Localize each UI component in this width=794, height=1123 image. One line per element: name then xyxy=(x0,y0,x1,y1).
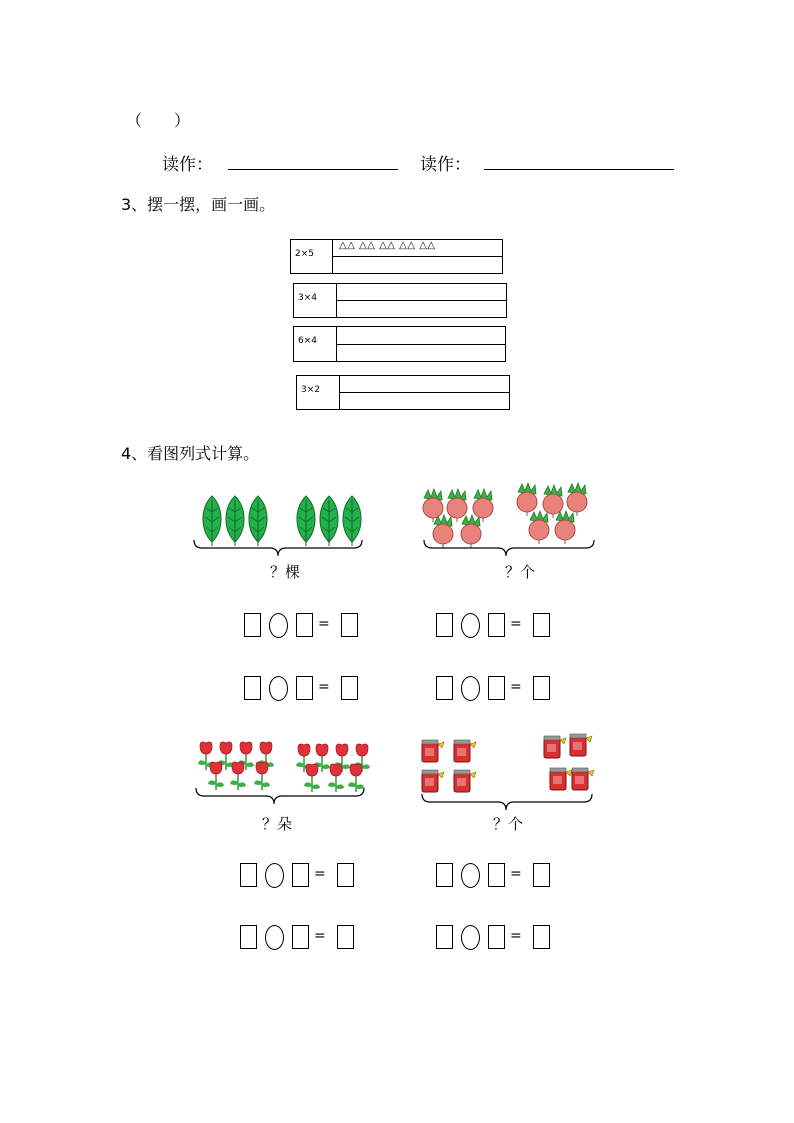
leaf-picture xyxy=(190,490,370,562)
radish-picture xyxy=(418,480,598,562)
answer-box[interactable] xyxy=(240,863,257,887)
answer-box[interactable] xyxy=(244,613,261,637)
jar-icon xyxy=(570,734,592,756)
equation-row xyxy=(436,676,556,700)
radish-icon xyxy=(433,515,453,548)
answer-box[interactable] xyxy=(436,925,453,949)
answer-box[interactable] xyxy=(436,863,453,887)
read-label-right: 读作： xyxy=(420,155,471,175)
radish-icon xyxy=(423,489,443,522)
jar-icon xyxy=(544,736,566,758)
section4-title: 4、看图列式计算。 xyxy=(121,444,260,463)
equation-row xyxy=(244,613,364,637)
flower-caption: ？朵 xyxy=(262,815,293,833)
leaf-icon xyxy=(226,496,244,546)
radish-icon xyxy=(517,483,537,516)
section3-title: 3、摆一摆，画一画。 xyxy=(121,195,276,214)
radish-icon xyxy=(461,515,481,548)
answer-box[interactable] xyxy=(337,863,354,887)
operator-circle[interactable] xyxy=(461,925,480,950)
array-row-3x2 xyxy=(296,375,510,410)
flower-icon xyxy=(230,762,246,790)
radish-icon xyxy=(473,489,493,522)
answer-box[interactable] xyxy=(488,613,505,637)
answer-box[interactable] xyxy=(436,613,453,637)
array-row-3x4 xyxy=(293,283,507,318)
flower-icon xyxy=(254,762,270,790)
jar-icon xyxy=(572,768,594,790)
flower-picture xyxy=(190,738,370,808)
equals-sign: = xyxy=(314,866,326,882)
answer-box[interactable] xyxy=(533,925,550,949)
radish-icon xyxy=(555,511,575,544)
leaf-icon xyxy=(297,496,315,546)
answer-box[interactable] xyxy=(240,925,257,949)
operator-circle[interactable] xyxy=(461,613,480,638)
read-answer-line-left[interactable] xyxy=(228,169,398,170)
array-row-2x5 xyxy=(290,239,503,274)
equals-sign: = xyxy=(510,928,522,944)
leaf-icon xyxy=(343,496,361,546)
equation-row xyxy=(244,676,364,700)
flower-icon xyxy=(304,764,320,792)
jar-picture xyxy=(416,730,598,812)
equation-row xyxy=(240,925,360,949)
array-row-6x4 xyxy=(293,326,506,362)
equals-sign: = xyxy=(314,928,326,944)
leaf-caption: ？棵 xyxy=(270,563,301,581)
answer-box[interactable] xyxy=(292,925,309,949)
answer-box[interactable] xyxy=(244,676,261,700)
answer-box[interactable] xyxy=(292,863,309,887)
operator-circle[interactable] xyxy=(269,676,288,701)
answer-box[interactable] xyxy=(337,925,354,949)
jar-icon xyxy=(454,770,476,792)
answer-box[interactable] xyxy=(533,863,550,887)
read-answer-line-right[interactable] xyxy=(484,169,674,170)
answer-box[interactable] xyxy=(341,676,358,700)
answer-box[interactable] xyxy=(488,676,505,700)
answer-box[interactable] xyxy=(296,676,313,700)
equation-row xyxy=(436,613,556,637)
equation-row xyxy=(240,863,360,887)
operator-circle[interactable] xyxy=(265,925,284,950)
leaf-icon xyxy=(203,496,221,546)
jar-icon xyxy=(422,740,444,762)
leaf-icon xyxy=(249,496,267,546)
read-label-left: 读作： xyxy=(162,155,213,175)
radish-caption: ？个 xyxy=(505,563,536,581)
answer-box[interactable] xyxy=(296,613,313,637)
radish-icon xyxy=(529,511,549,544)
radish-icon xyxy=(567,483,587,516)
flower-icon xyxy=(328,764,344,792)
answer-box[interactable] xyxy=(341,613,358,637)
answer-box[interactable] xyxy=(488,863,505,887)
jar-icon xyxy=(422,770,444,792)
equals-sign: = xyxy=(510,866,522,882)
row-label: 3×4 xyxy=(298,293,317,303)
row-label: 6×4 xyxy=(298,336,317,346)
answer-box[interactable] xyxy=(488,925,505,949)
equals-sign: = xyxy=(318,679,330,695)
flower-icon xyxy=(348,764,364,792)
operator-circle[interactable] xyxy=(461,863,480,888)
flower-icon xyxy=(208,762,224,790)
answer-box[interactable] xyxy=(533,676,550,700)
operator-circle[interactable] xyxy=(269,613,288,638)
operator-circle[interactable] xyxy=(461,676,480,701)
blank-parens: （ ） xyxy=(126,111,191,130)
row-label: 2×5 xyxy=(295,249,314,259)
operator-circle[interactable] xyxy=(265,863,284,888)
answer-box[interactable] xyxy=(533,613,550,637)
leaf-icon xyxy=(320,496,338,546)
equals-sign: = xyxy=(318,616,330,632)
equals-sign: = xyxy=(510,679,522,695)
row-label: 3×2 xyxy=(301,385,320,395)
equals-sign: = xyxy=(510,616,522,632)
answer-box[interactable] xyxy=(436,676,453,700)
jar-caption: ？个 xyxy=(493,815,524,833)
equation-row xyxy=(436,925,556,949)
equation-row xyxy=(436,863,556,887)
jar-icon xyxy=(454,740,476,762)
radish-icon xyxy=(447,489,467,522)
triangle-drawing: △△ △△ △△ △△ △△ xyxy=(339,240,436,251)
jar-icon xyxy=(550,768,572,790)
